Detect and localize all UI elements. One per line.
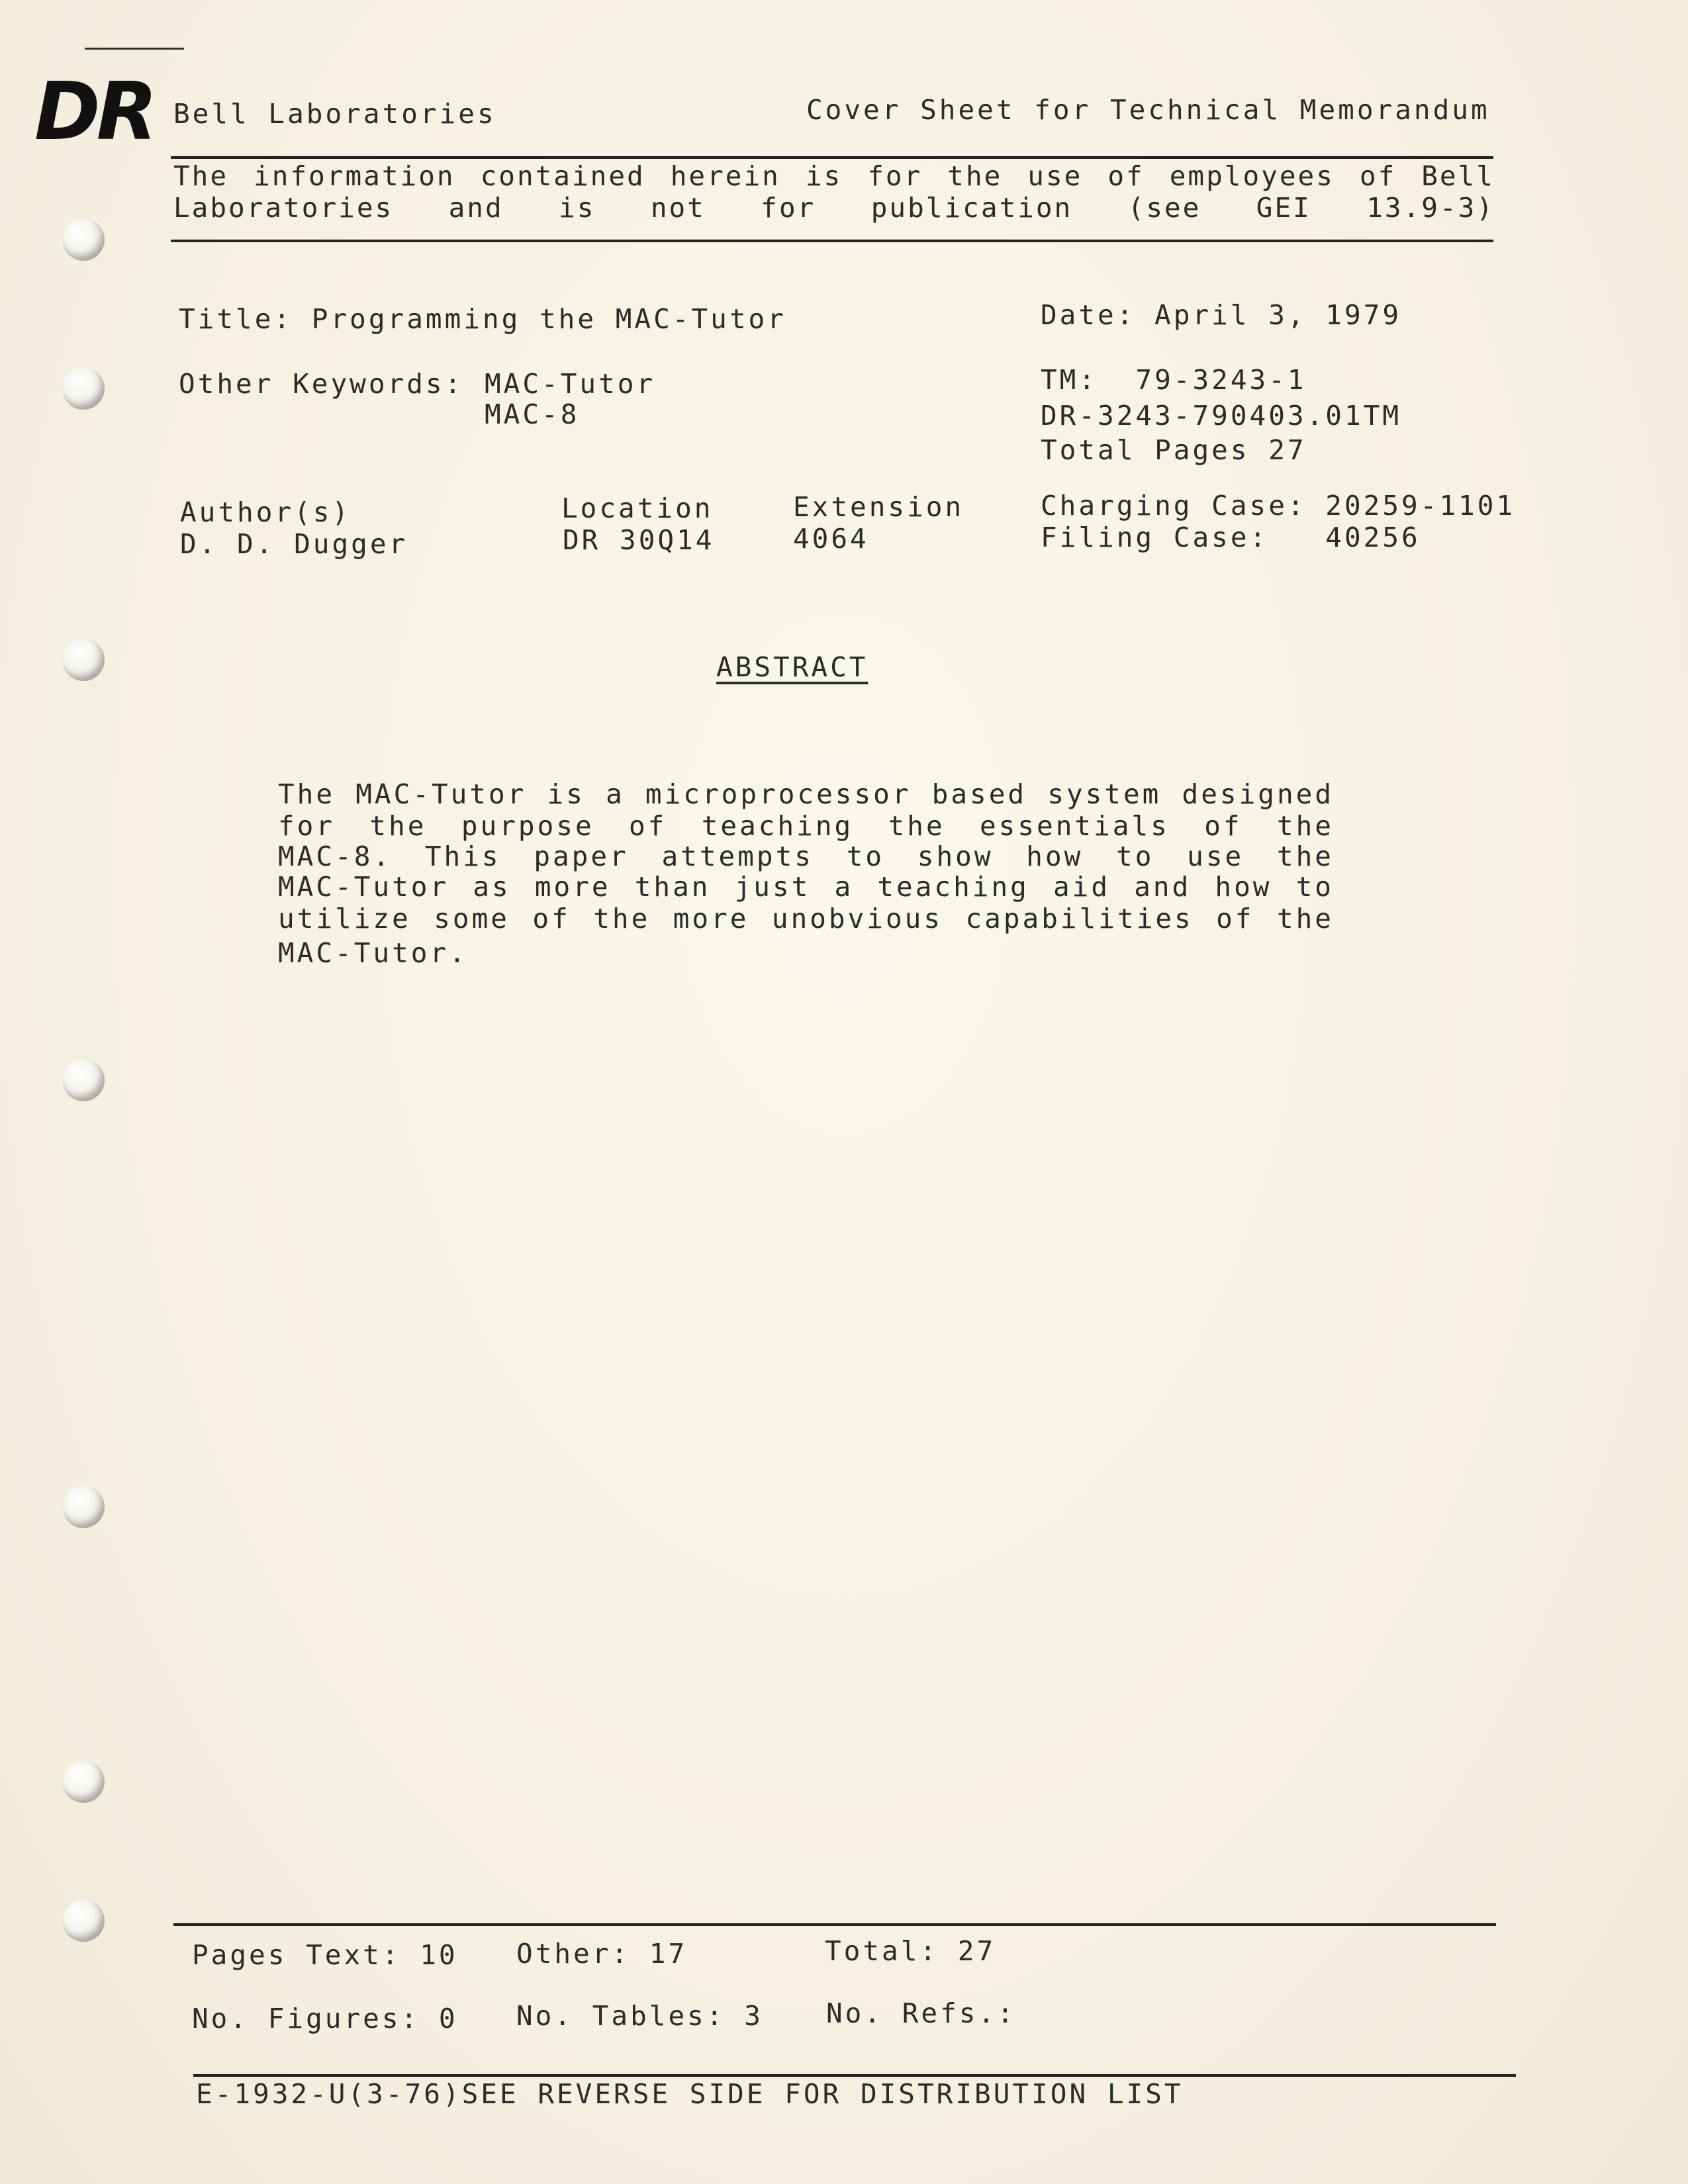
total-pages: Total Pages 27 (1041, 434, 1307, 466)
author-extension: 4064 (793, 523, 869, 555)
author-header: Author(s) (180, 496, 352, 528)
keyword-item: MAC-Tutor (485, 368, 656, 400)
abstract-line: for the purpose of teaching the essentials of the (278, 810, 1334, 842)
form-rule (193, 2074, 1516, 2077)
author-name: D. D. Dugger (180, 528, 408, 560)
keywords-label: Other Keywords: (179, 368, 464, 400)
memo-title: Title: Programming the MAC-Tutor (179, 303, 786, 335)
keyword-item: MAC-8 (485, 398, 580, 430)
abstract-line: The MAC-Tutor is a microprocessor based system designed (278, 778, 1334, 810)
organization-name: Bell Laboratories (173, 98, 496, 130)
filing-case: Filing Case: 40256 (1041, 522, 1421, 553)
pages-total: Total: 27 (825, 1935, 996, 1967)
footer-rule (173, 1923, 1496, 1926)
abstract-line: utilize some of the more unobvious capabilities of the (278, 903, 1334, 934)
location-header: Location (561, 492, 714, 524)
punch-hole (62, 1059, 105, 1101)
header-rule (171, 156, 1493, 159)
dr-number: DR-3243-790403.01TM (1041, 400, 1401, 432)
memo-date: Date: April 3, 1979 (1041, 299, 1401, 331)
abstract-line: MAC-Tutor. (278, 937, 468, 969)
punch-hole (62, 1899, 105, 1942)
extension-header: Extension (793, 491, 964, 523)
notice-rule (171, 240, 1493, 242)
tables-count: No. Tables: 3 (516, 2000, 763, 2032)
refs-count: No. Refs.: (826, 1997, 1016, 2029)
punch-hole (62, 639, 105, 681)
handwritten-stroke (85, 48, 184, 50)
punch-hole (62, 367, 105, 410)
abstract-heading: ABSTRACT (716, 651, 868, 683)
form-title: Cover Sheet for Technical Memorandum (806, 94, 1490, 126)
form-number: E-1932-U(3-76)SEE REVERSE SIDE FOR DISTRIBUTION LIST (196, 2078, 1184, 2110)
figures-count: No. Figures: 0 (192, 2003, 458, 2034)
notice-line-1: The information contained herein is for the use of employees of Bell (173, 160, 1495, 192)
charging-case: Charging Case: 20259-1101 (1041, 490, 1516, 522)
tm-number: TM: 79-3243-1 (1041, 364, 1307, 396)
handwritten-mark: DR (34, 66, 154, 158)
notice-line-2: Laboratories and is not for publication (see GEI 13.9-3) (173, 192, 1495, 224)
punch-hole (62, 1486, 105, 1528)
punch-hole (62, 218, 105, 261)
abstract-line: MAC-8. This paper attempts to show how to use the (278, 841, 1334, 872)
abstract-line: MAC-Tutor as more than just a teaching aid and how to (278, 871, 1334, 903)
pages-other: Other: 17 (516, 1938, 688, 1970)
author-location: DR 30Q14 (563, 524, 715, 556)
pages-text: Pages Text: 10 (192, 1939, 458, 1971)
punch-hole (62, 1760, 105, 1803)
